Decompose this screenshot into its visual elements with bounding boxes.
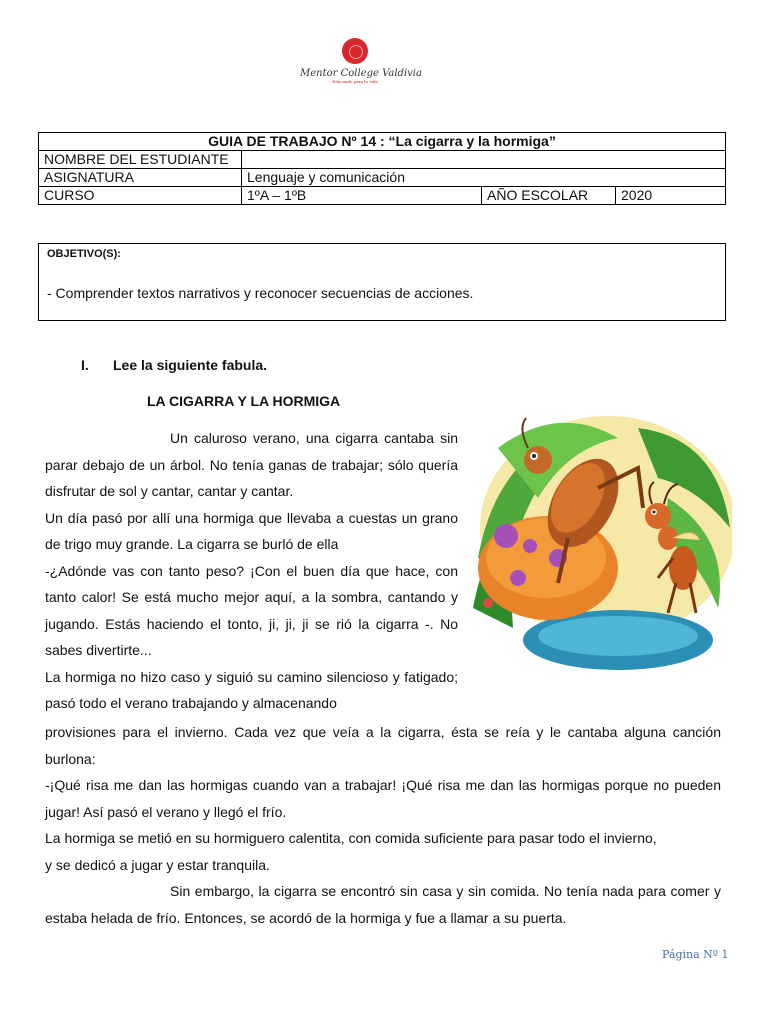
story-text-column bbox=[45, 425, 458, 717]
section-instruction: Lee la siguiente fabula. bbox=[113, 357, 268, 373]
worksheet-title: GUIA DE TRABAJO Nº 14 : “La cigarra y la hormiga” bbox=[39, 133, 726, 151]
school-year-label: AÑO ESCOLAR bbox=[482, 187, 616, 205]
story-text-full bbox=[45, 719, 721, 931]
course-value: 1ºA – 1ºB bbox=[242, 187, 482, 205]
section-number: I. bbox=[81, 357, 89, 373]
story-paragraph: provisiones para el invierno. Cada vez que veía a la cigarra, ésta se reía y le cantaba alguna canción burlona: bbox=[45, 724, 721, 767]
school-logo bbox=[300, 38, 422, 108]
school-motto: Educando para la vida bbox=[332, 79, 378, 84]
school-name: Mentor College Valdivia bbox=[300, 68, 422, 79]
page-number: Página Nº 1 bbox=[662, 948, 729, 961]
story-paragraph: -¡Qué risa me dan las hormigas cuando van a trabajar! ¡Qué risa me dan las hormigas porque no pueden jugar! Así pasó el verano y llegó el frío. bbox=[45, 777, 721, 820]
subject-label: ASIGNATURA bbox=[39, 169, 242, 187]
story-title: LA CIGARRA Y LA HORMIGA bbox=[147, 393, 341, 409]
school-year-value: 2020 bbox=[616, 187, 726, 205]
story-paragraph: Sin embargo, la cigarra se encontró sin casa y sin comida. No tenía nada para comer y estaba helada de frío. Entonces, se acordó de la hormiga y fue a llamar a su puerta. bbox=[45, 883, 721, 926]
story-paragraph: Un día pasó por allí una hormiga que llevaba a cuestas un grano de trigo muy grande. La cigarra se burló de ella bbox=[45, 509, 458, 552]
objective-label: OBJETIVO(S): bbox=[47, 248, 121, 260]
course-label: CURSO bbox=[39, 187, 242, 205]
student-name-label: NOMBRE DEL ESTUDIANTE bbox=[39, 151, 242, 169]
story-paragraph: Un caluroso verano, una cigarra cantaba sin parar debajo de un árbol. No tenía ganas de trabajar; sólo quería disfrutar de sol y cantar, cantar y cantar. bbox=[45, 430, 458, 499]
story-paragraph: La hormiga se metió en su hormiguero calentita, con comida suficiente para pasar todo el invierno, bbox=[45, 830, 657, 846]
section-heading bbox=[81, 357, 267, 373]
school-seal-icon bbox=[342, 38, 368, 64]
objective-box bbox=[38, 243, 726, 321]
cicada-and-ant-illustration bbox=[468, 408, 732, 690]
objective-text: - Comprender textos narrativos y reconocer secuencias de acciones. bbox=[47, 285, 474, 301]
student-name-field[interactable] bbox=[242, 151, 726, 169]
story-paragraph: -¿Adónde vas con tanto peso? ¡Con el buen día que hace, con tanto calor! Se está mucho mejor aquí, a la sombra, cantando y jugando. Estás haciendo el tonto, ji, ji, ji se rió la cigarra -. No sabes divertirte... bbox=[45, 562, 458, 658]
subject-value: Lenguaje y comunicación bbox=[242, 169, 726, 187]
story-paragraph: La hormiga no hizo caso y siguió su camino silencioso y fatigado; pasó todo el verano trabajando y almacenando bbox=[45, 668, 458, 711]
story-paragraph: y se dedicó a jugar y estar tranquila. bbox=[45, 856, 270, 873]
worksheet-info-table bbox=[38, 132, 726, 205]
